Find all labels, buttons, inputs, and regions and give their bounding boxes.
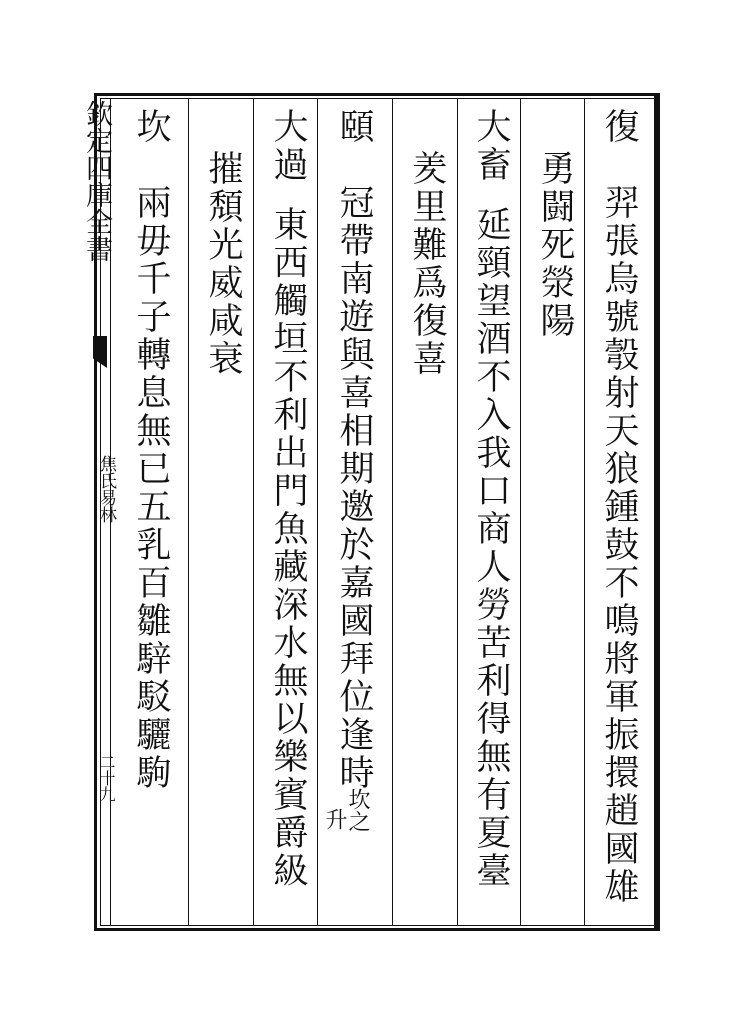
column-rule: [188, 98, 189, 926]
column-text: 東西觸垣不利出門魚藏深水無以樂賓爵級: [268, 206, 308, 890]
text-column-1: [598, 108, 640, 906]
text-column-5: [333, 108, 375, 792]
edge-collection-title: 欽定四庫全書: [81, 100, 112, 262]
column-rule: [520, 98, 521, 926]
text-column-7: [202, 150, 244, 378]
edge-page-number: 二十九: [97, 754, 116, 802]
text-column-3: [470, 108, 512, 890]
column-rule: [584, 98, 585, 926]
column-text: 冠帶南遊與喜相期邀於嘉國拜位逢時: [334, 184, 374, 792]
annotation-main: 坎之: [345, 788, 370, 832]
annotation-sub: 升: [322, 808, 347, 830]
hexagram-name: 坎: [131, 108, 171, 146]
hexagram-name: 頤: [334, 108, 374, 146]
column-rule: [457, 98, 458, 926]
column-text: 勇闘死滎陽: [535, 150, 575, 340]
column-text: 羿張烏號彀射天狼鍾鼓不鳴將軍振擐趙國雄: [599, 184, 639, 906]
column-text: 延頸望酒不入我口商人勞苦利得無有夏臺: [471, 206, 511, 890]
column-text: 兩毋千子轉息無已五乳百雛騂駁驪駒: [131, 184, 171, 792]
column-rule: [317, 98, 318, 926]
frame-right-border: [654, 93, 660, 931]
text-column-8: [130, 108, 172, 792]
column-rule: [253, 98, 254, 926]
hexagram-name: 復: [599, 108, 639, 146]
column-text: 摧頽光威咸衰: [203, 150, 243, 378]
text-column-4: [406, 150, 448, 378]
column-text: 羑里難爲復喜: [407, 150, 447, 378]
text-column-6: [267, 108, 309, 890]
text-column-2: [534, 150, 576, 340]
hexagram-name: 大畜: [471, 108, 511, 184]
column-rule: [392, 98, 393, 926]
edge-book-title: 焦氏易林: [96, 455, 116, 523]
hexagram-name: 大過: [268, 108, 308, 184]
